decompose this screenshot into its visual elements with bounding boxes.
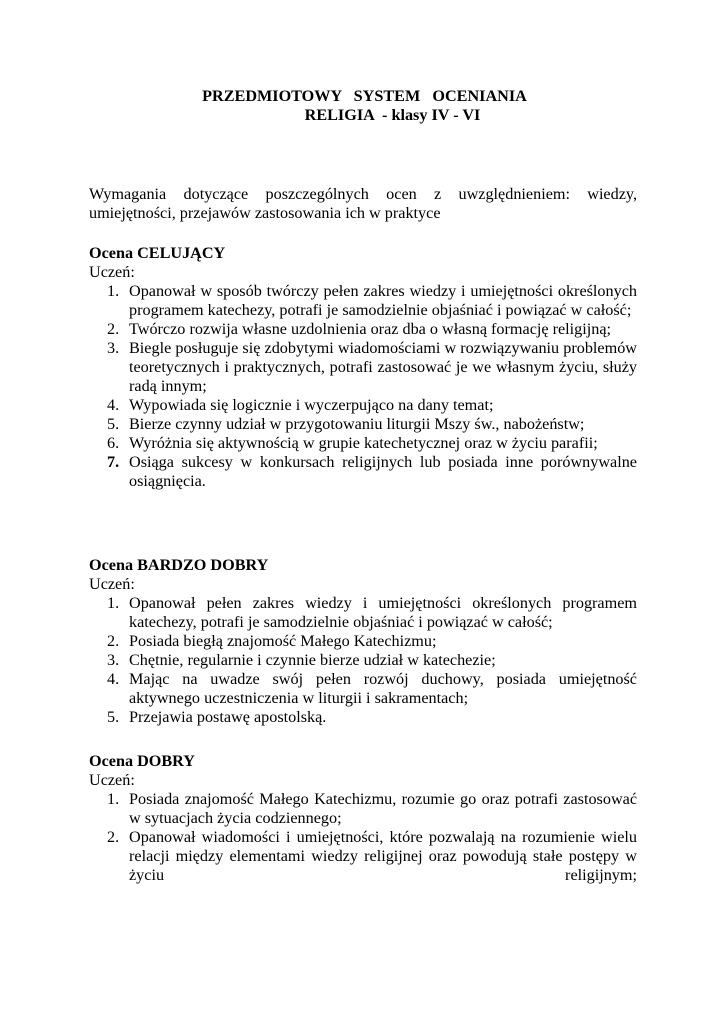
item-number: 2. [107,632,120,650]
item-text: Posiada znajomość Małego Katechizmu, rozumie go oraz potrafi zastosować w sytuacjach życia codziennego; [129,790,637,827]
item-number: 1. [107,790,120,808]
list-item [89,415,637,434]
item-text: Przejawia postawę apostolską. [129,708,327,726]
section-heading: Ocena DOBRY [89,752,195,770]
section-heading: Ocena BARDZO DOBRY [89,556,269,574]
requirements-list [89,790,637,885]
item-text: Wyróżnia się aktywnością w grupie katechetycznej oraz w życiu parafii; [129,434,598,452]
section-lead: Uczeń: [89,575,135,593]
requirements-list [89,282,637,491]
list-item [89,282,637,320]
section-heading: Ocena CELUJĄCY [89,244,226,262]
item-text: Wypowiada się logicznie i wyczerpująco na dany temat; [129,396,494,414]
item-number: 3. [107,651,120,669]
list-item [89,434,637,453]
item-text: Bierze czynny udział w przygotowaniu liturgii Mszy św., nabożeństw; [129,415,585,433]
list-item [89,708,637,727]
item-text: Mając na uwadze swój pełen rozwój duchowy, posiada umiejętność aktywnego uczestniczenia w liturgii i sakramentach; [129,670,637,707]
item-number: 1. [107,282,120,300]
item-text: Opanował wiadomości i umiejętności, które pozwalają na rozumienie wielu relacji między elementami wiedzy religijnej oraz powodują stałe postępy w życiu religijnym; [129,828,637,884]
item-number: 7. [107,453,120,471]
section-lead: Uczeń: [89,771,135,789]
item-number: 5. [107,415,120,433]
item-number: 5. [107,708,120,726]
item-text: Opanował w sposób twórczy pełen zakres wiedzy i umiejętności określonych programem katechezy, potrafi je samodzielnie objaśniać i powiązać w całość; [129,282,637,319]
item-number: 3. [107,339,120,357]
section-lead: Uczeń: [89,263,135,281]
item-text: Posiada biegłą znajomość Małego Katechizmu; [129,632,437,650]
intro-paragraph: Wymagania dotyczące poszczególnych ocen z uwzględnieniem: wiedzy, umiejętności, przejawów zastosowania ich w praktyce [89,185,637,222]
list-item [89,651,637,670]
section-bardzo-dobry [89,556,637,727]
item-number: 2. [107,828,120,846]
list-item [89,339,637,396]
item-number: 1. [107,594,120,612]
list-item [89,828,637,885]
list-item [89,632,637,651]
document-subtitle: RELIGIA - klasy IV - VI [304,106,481,124]
list-item [89,594,637,632]
item-number: 4. [107,396,120,414]
list-item [89,453,637,491]
item-text: Twórczo rozwija własne uzdolnienia oraz dba o własną formację religijną; [129,320,612,338]
item-number: 6. [107,434,120,452]
requirements-list [89,594,637,727]
section-celujacy [89,244,637,491]
item-text: Biegle posługuje się zdobytymi wiadomościami w rozwiązywaniu problemów teoretycznych i praktycznych, potrafi zastosować je we własnym życiu, służy radą innym; [129,339,637,395]
list-item [89,670,637,708]
list-item [89,320,637,339]
section-dobry [89,752,637,885]
item-number: 4. [107,670,120,688]
list-item [89,790,637,828]
list-item [89,396,637,415]
item-text: Opanował pełen zakres wiedzy i umiejętności określonych programem katechezy, potrafi je samodzielnie objaśniać i powiązać w całość; [129,594,637,631]
item-number: 2. [107,320,120,338]
item-text: Chętnie, regularnie i czynnie bierze udział w katechezie; [129,651,496,669]
item-text: Osiąga sukcesy w konkursach religijnych lub posiada inne porównywalne osiągnięcia. [129,453,637,490]
document-title: PRZEDMIOTOWY SYSTEM OCENIANIA [202,87,527,105]
